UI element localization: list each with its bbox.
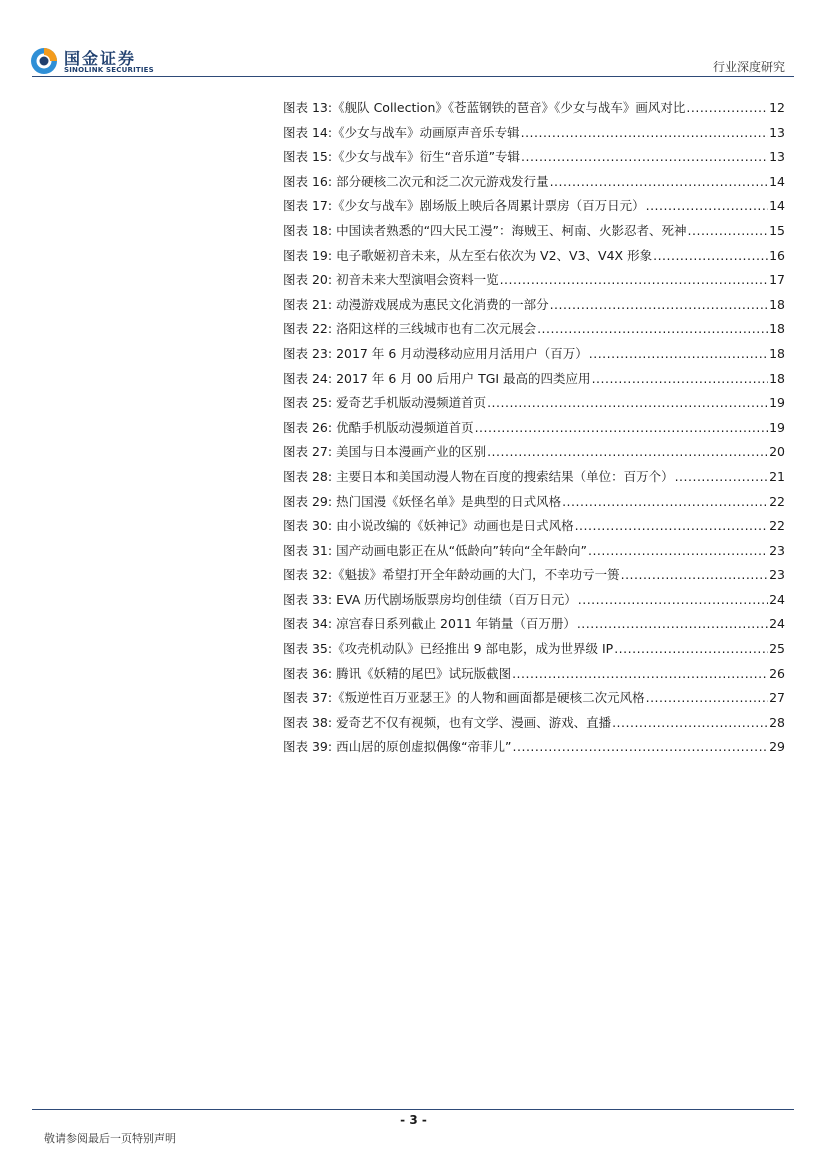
report-type-label: 行业深度研究 xyxy=(712,60,785,74)
toc-dot-leader xyxy=(512,666,768,682)
toc-entry[interactable] xyxy=(283,616,785,641)
toc-entry[interactable] xyxy=(283,420,785,445)
toc-entry-title: 图表 31: 国产动画电影正在从“低龄向”转向“全年龄向” xyxy=(283,542,587,558)
toc-entry[interactable] xyxy=(283,125,785,150)
toc-entry-page: 22 xyxy=(769,493,785,509)
toc-entry-title: 图表 29: 热门国漫《妖怪名单》是典型的日式风格 xyxy=(283,493,562,509)
toc-entry-title: 图表 27: 美国与日本漫画产业的区别 xyxy=(283,444,487,460)
toc-entry-page: 20 xyxy=(769,444,785,460)
toc-entry-page: 28 xyxy=(769,714,785,730)
toc-dot-leader xyxy=(537,321,768,337)
toc-dot-leader xyxy=(521,149,768,165)
toc-entry-title: 图表 23: 2017 年 6 月动漫移动应用月活用户（百万） xyxy=(283,345,588,361)
toc-entry-page: 14 xyxy=(769,173,785,189)
toc-entry-page: 12 xyxy=(769,100,785,115)
toc-entry[interactable] xyxy=(283,198,785,223)
footer-divider xyxy=(32,1109,794,1110)
toc-entry-title: 图表 28: 主要日本和美国动漫人物在百度的搜索结果（单位：百万个） xyxy=(283,468,674,484)
toc-entry-title: 图表 39: 西山居的原创虚拟偶像“帝菲儿” xyxy=(283,739,512,755)
toc-entry-title: 图表 22: 洛阳这样的三线城市也有二次元展会 xyxy=(283,321,537,337)
toc-entry[interactable] xyxy=(283,567,785,592)
toc-entry[interactable] xyxy=(283,592,785,617)
toc-dot-leader xyxy=(487,395,768,411)
toc-entry[interactable] xyxy=(283,690,785,715)
toc-dot-leader xyxy=(550,297,769,313)
toc-entry-page: 24 xyxy=(769,616,785,632)
toc-entry-title: 图表 13:《舰队 Collection》《苍蓝钢铁的琶音》《少女与战车》画风对比 xyxy=(283,100,686,115)
toc-dot-leader xyxy=(588,543,768,559)
toc-entry-page: 19 xyxy=(769,395,785,411)
toc-entry-page: 13 xyxy=(769,124,785,140)
toc-entry-title: 图表 37:《叛逆性百万亚瑟王》的人物和画面都是硬核二次元风格 xyxy=(283,690,645,706)
toc-entry[interactable] xyxy=(283,641,785,666)
toc-entry[interactable] xyxy=(283,518,785,543)
toc-dot-leader xyxy=(646,690,769,706)
toc-entry-title: 图表 16: 部分硬核二次元和泛二次元游戏发行量 xyxy=(283,173,549,189)
toc-entry-title: 图表 21: 动漫游戏展成为惠民文化消费的一部分 xyxy=(283,296,549,312)
toc-entry[interactable] xyxy=(283,223,785,248)
toc-entry[interactable] xyxy=(283,371,785,396)
toc-dot-leader xyxy=(675,469,769,485)
toc-dot-leader xyxy=(577,616,768,632)
toc-entry-title: 图表 17:《少女与战车》剧场版上映后各周累计票房（百万日元） xyxy=(283,198,645,214)
toc-entry-page: 18 xyxy=(769,321,785,337)
toc-dot-leader xyxy=(500,272,769,288)
toc-dot-leader xyxy=(614,641,768,657)
toc-entry-page: 26 xyxy=(769,665,785,681)
toc-entry[interactable] xyxy=(283,469,785,494)
company-logo xyxy=(30,44,155,78)
figure-index-list xyxy=(283,100,785,764)
toc-entry-page: 18 xyxy=(769,296,785,312)
toc-entry-title: 图表 15:《少女与战车》衍生“音乐道”专辑 xyxy=(283,149,521,165)
toc-entry[interactable] xyxy=(283,100,785,125)
toc-entry-page: 19 xyxy=(769,419,785,435)
toc-entry-page: 25 xyxy=(769,641,785,657)
toc-dot-leader xyxy=(487,444,768,460)
toc-dot-leader xyxy=(575,518,769,534)
toc-entry-page: 24 xyxy=(769,591,785,607)
toc-entry[interactable] xyxy=(283,444,785,469)
toc-entry-title: 图表 38: 爱奇艺不仅有视频，也有文学、漫画、游戏、直播 xyxy=(283,714,612,730)
toc-entry-page: 14 xyxy=(769,198,785,214)
toc-dot-leader xyxy=(592,371,769,387)
toc-entry[interactable] xyxy=(283,739,785,764)
toc-entry[interactable] xyxy=(283,395,785,420)
toc-entry-title: 图表 24: 2017 年 6 月 00 后用户 TGI 最高的四类应用 xyxy=(283,370,591,386)
toc-entry-page: 15 xyxy=(769,222,785,238)
toc-entry[interactable] xyxy=(283,248,785,273)
toc-entry-title: 图表 30: 由小说改编的《妖神记》动画也是日式风格 xyxy=(283,518,574,534)
toc-entry-page: 27 xyxy=(769,690,785,706)
toc-entry[interactable] xyxy=(283,543,785,568)
toc-dot-leader xyxy=(562,494,768,510)
toc-entry-page: 13 xyxy=(769,149,785,165)
toc-dot-leader xyxy=(521,125,769,141)
toc-entry-title: 图表 33: EVA 历代剧场版票房均创佳绩（百万日元） xyxy=(283,591,577,607)
toc-dot-leader xyxy=(688,223,769,239)
toc-entry[interactable] xyxy=(283,715,785,740)
toc-entry[interactable] xyxy=(283,666,785,691)
page-header xyxy=(0,0,827,80)
toc-dot-leader xyxy=(513,739,769,755)
toc-entry-page: 23 xyxy=(769,542,785,558)
toc-entry[interactable] xyxy=(283,149,785,174)
toc-entry-page: 18 xyxy=(769,370,785,386)
toc-entry-title: 图表 25: 爱奇艺手机版动漫频道首页 xyxy=(283,395,487,411)
toc-dot-leader xyxy=(686,100,768,116)
header-divider xyxy=(32,76,794,77)
toc-entry-page: 23 xyxy=(769,567,785,583)
logo-chinese-name: 国金证券 xyxy=(64,49,137,68)
toc-entry-page: 29 xyxy=(769,739,785,755)
toc-entry-page: 18 xyxy=(769,345,785,361)
toc-entry[interactable] xyxy=(283,272,785,297)
toc-entry-page: 21 xyxy=(769,468,785,484)
toc-dot-leader xyxy=(589,346,768,362)
toc-entry[interactable] xyxy=(283,321,785,346)
toc-entry-title: 图表 35:《攻壳机动队》已经推出 9 部电影，成为世界级 IP xyxy=(283,641,614,657)
toc-entry-title: 图表 14:《少女与战车》动画原声音乐专辑 xyxy=(283,124,520,140)
toc-dot-leader xyxy=(578,592,768,608)
toc-dot-leader xyxy=(653,248,768,264)
toc-entry-title: 图表 34: 凉宫春日系列截止 2011 年销量（百万册） xyxy=(283,616,576,632)
toc-entry-title: 图表 36: 腾讯《妖精的尾巴》试玩版截图 xyxy=(283,665,512,681)
toc-dot-leader xyxy=(475,420,769,436)
toc-entry-page: 16 xyxy=(769,247,785,263)
toc-entry-title: 图表 18: 中国读者熟悉的“四大民工漫”：海贼王、柯南、火影忍者、死神 xyxy=(283,222,687,238)
toc-entry[interactable] xyxy=(283,346,785,371)
toc-dot-leader xyxy=(621,567,769,583)
toc-dot-leader xyxy=(550,174,769,190)
toc-entry-title: 图表 20: 初音未来大型演唱会资料一览 xyxy=(283,272,499,288)
disclaimer-text: 敬请参阅最后一页特别声明 xyxy=(44,1132,176,1145)
toc-entry-title: 图表 32:《魁拔》希望打开全年龄动画的大门，不幸功亏一篑 xyxy=(283,567,620,583)
page-number: - 3 - xyxy=(400,1113,427,1127)
toc-entry[interactable] xyxy=(283,174,785,199)
toc-entry-title: 图表 26: 优酷手机版动漫频道首页 xyxy=(283,419,474,435)
logo-english-name: SINOLINK SECURITIES xyxy=(64,66,154,74)
toc-entry-page: 17 xyxy=(769,272,785,288)
toc-dot-leader xyxy=(646,198,769,214)
toc-dot-leader xyxy=(612,715,768,731)
toc-entry[interactable] xyxy=(283,494,785,519)
toc-entry[interactable] xyxy=(283,297,785,322)
toc-entry-page: 22 xyxy=(769,518,785,534)
toc-entry-title: 图表 19: 电子歌姬初音未来，从左至右依次为 V2、V3、V4X 形象 xyxy=(283,247,653,263)
sinolink-logo-icon xyxy=(30,47,58,75)
